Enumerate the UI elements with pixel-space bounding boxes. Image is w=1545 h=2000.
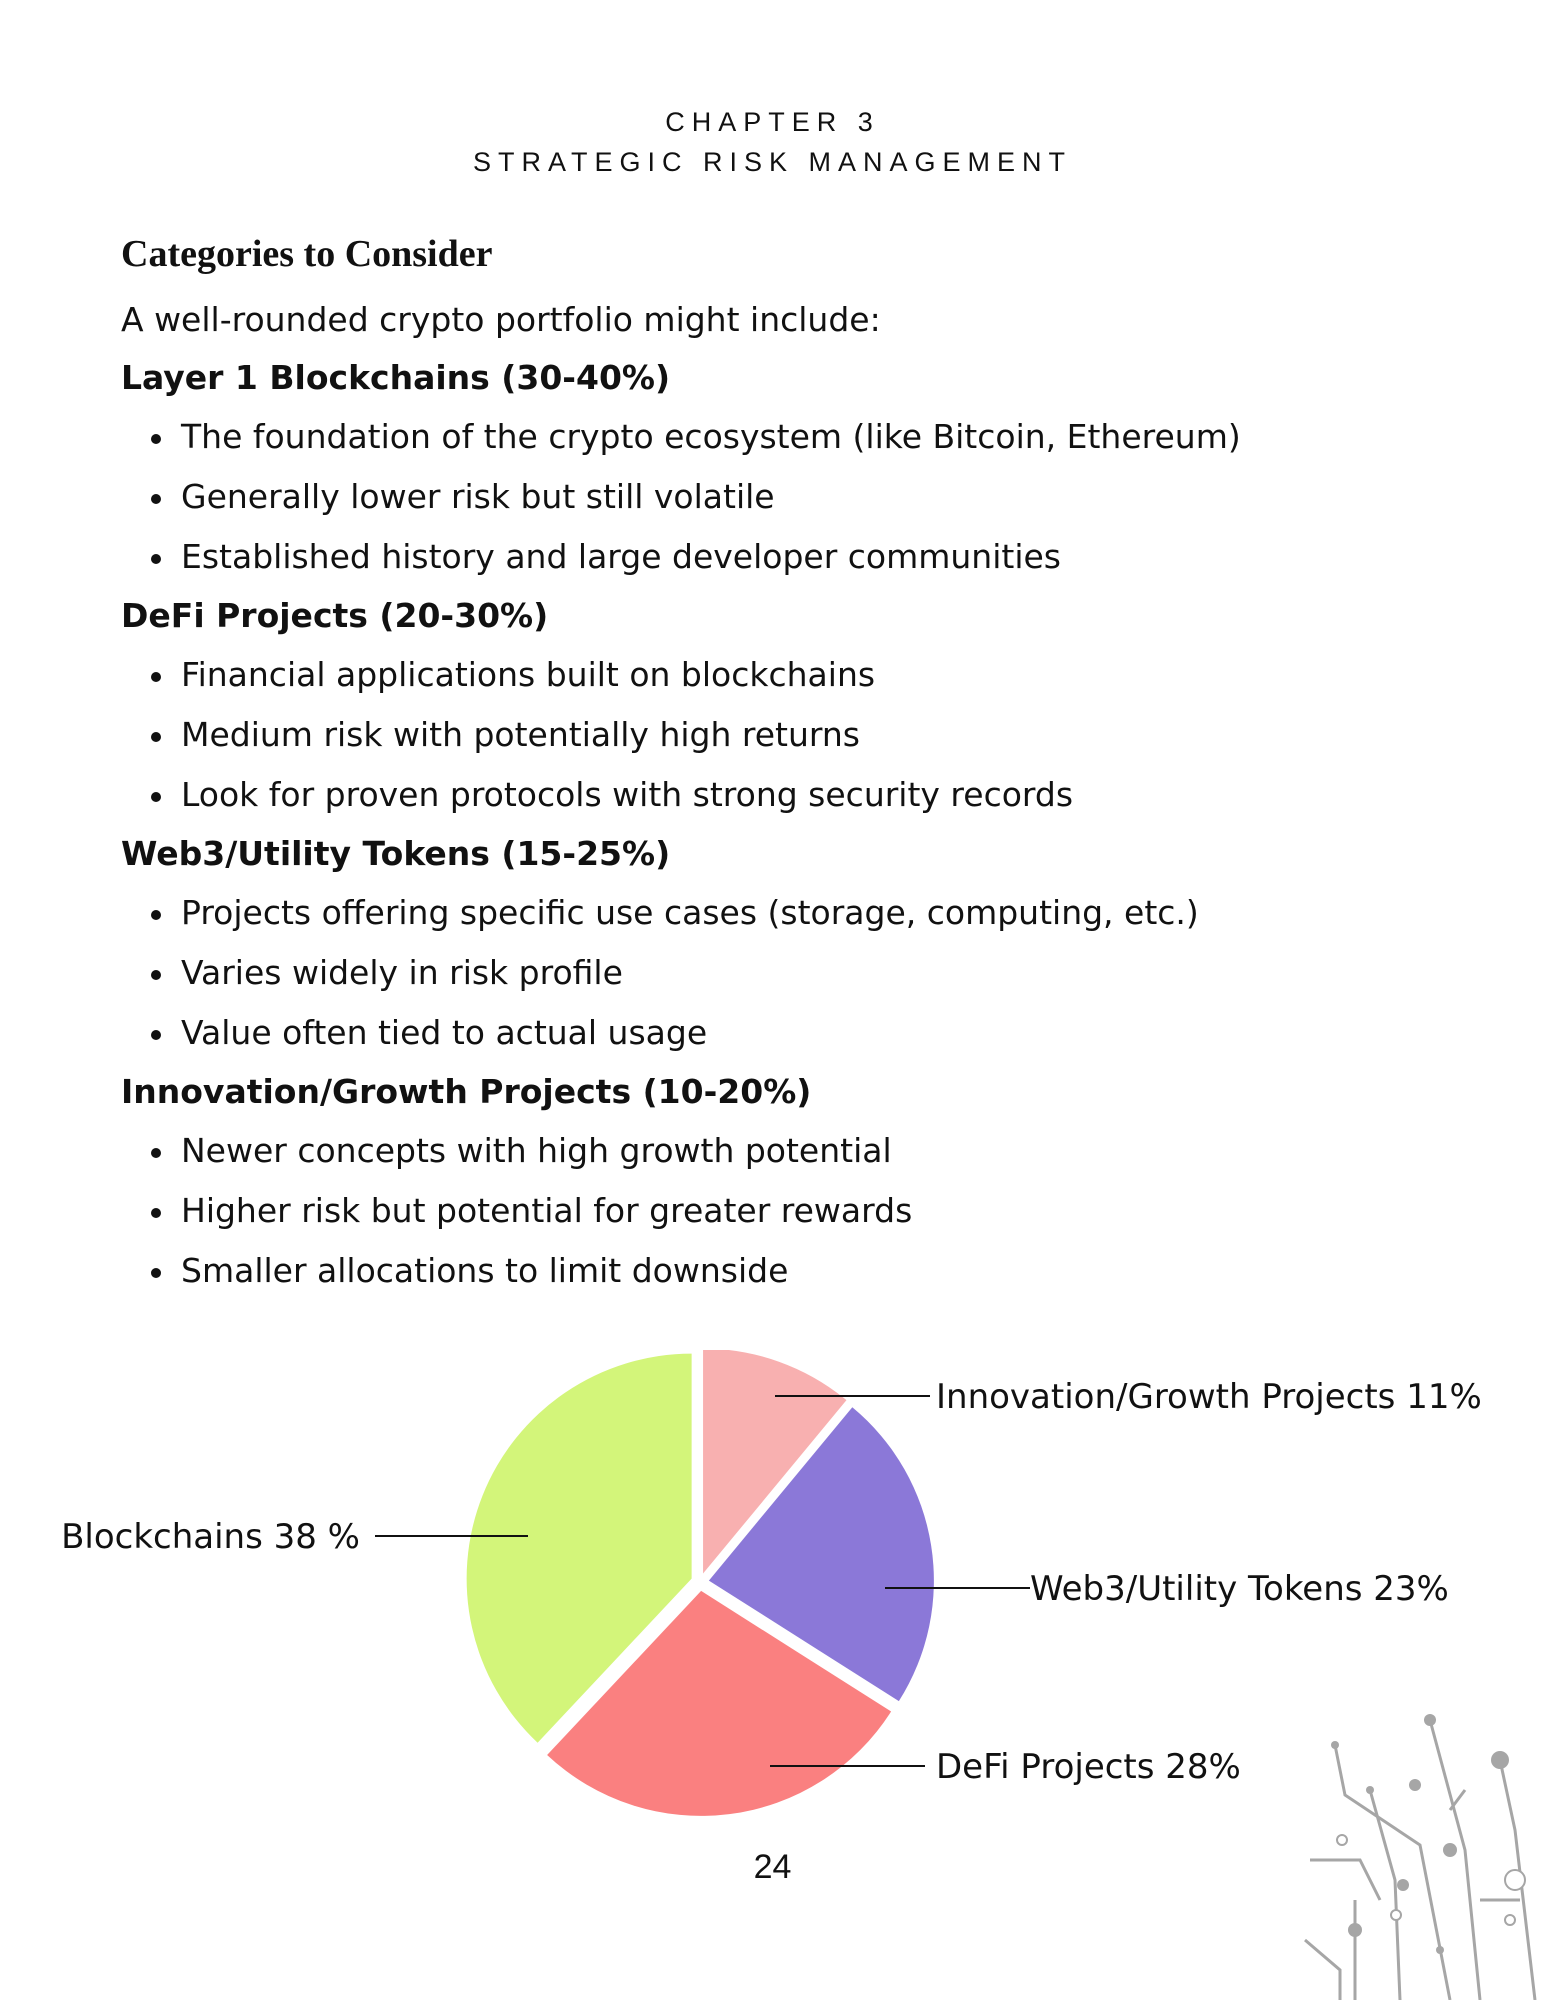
- intro-text: A well-rounded crypto portfolio might include:: [121, 300, 881, 339]
- category-heading: DeFi Projects (20-30%): [121, 596, 549, 635]
- bullet-item: Newer concepts with high growth potential: [181, 1128, 1451, 1174]
- bullet-item: Varies widely in risk profile: [181, 950, 1451, 996]
- page-number: 24: [753, 1848, 792, 1886]
- bullet-item: Smaller allocations to limit downside: [181, 1248, 1451, 1294]
- bullet-list: [121, 652, 1451, 818]
- bullet-item: Projects offering specific use cases (storage, computing, etc.): [181, 890, 1451, 936]
- category-heading: Layer 1 Blockchains (30-40%): [121, 358, 671, 397]
- slice-label-innovation: Innovation/Growth Projects 11%: [936, 1377, 1482, 1417]
- category-heading: Innovation/Growth Projects (10-20%): [121, 1072, 812, 1111]
- bullet-item: The foundation of the crypto ecosystem (like Bitcoin, Ethereum): [181, 414, 1451, 460]
- category-innovation: [121, 1070, 1451, 1294]
- section-title: Categories to Consider: [121, 233, 493, 275]
- category-defi: [121, 594, 1451, 818]
- chapter-number: CHAPTER 3: [665, 107, 880, 137]
- bullet-item: Look for proven protocols with strong security records: [181, 772, 1451, 818]
- slice-label-blockchains: Blockchains 38 %: [61, 1517, 360, 1557]
- chapter-header: [0, 102, 1545, 182]
- bullet-item: Value often tied to actual usage: [181, 1010, 1451, 1056]
- bullet-item: Financial applications built on blockchains: [181, 652, 1451, 698]
- category-web3: [121, 832, 1451, 1056]
- category-heading: Web3/Utility Tokens (15-25%): [121, 834, 671, 873]
- bullet-list: [121, 1128, 1451, 1294]
- main-content: [121, 232, 1451, 1308]
- bullet-item: Established history and large developer communities: [181, 534, 1451, 580]
- bullet-list: [121, 890, 1451, 1056]
- bullet-item: Medium risk with potentially high returns: [181, 712, 1451, 758]
- slice-label-defi: DeFi Projects 28%: [936, 1747, 1241, 1787]
- category-layer1: [121, 356, 1451, 580]
- slice-label-web3: Web3/Utility Tokens 23%: [1030, 1569, 1449, 1609]
- bullet-item: Higher risk but potential for greater rewards: [181, 1188, 1451, 1234]
- bullet-list: [121, 414, 1451, 580]
- bullet-item: Generally lower risk but still volatile: [181, 474, 1451, 520]
- chapter-title: STRATEGIC RISK MANAGEMENT: [472, 147, 1073, 177]
- circuit-decoration: [1300, 1700, 1545, 2000]
